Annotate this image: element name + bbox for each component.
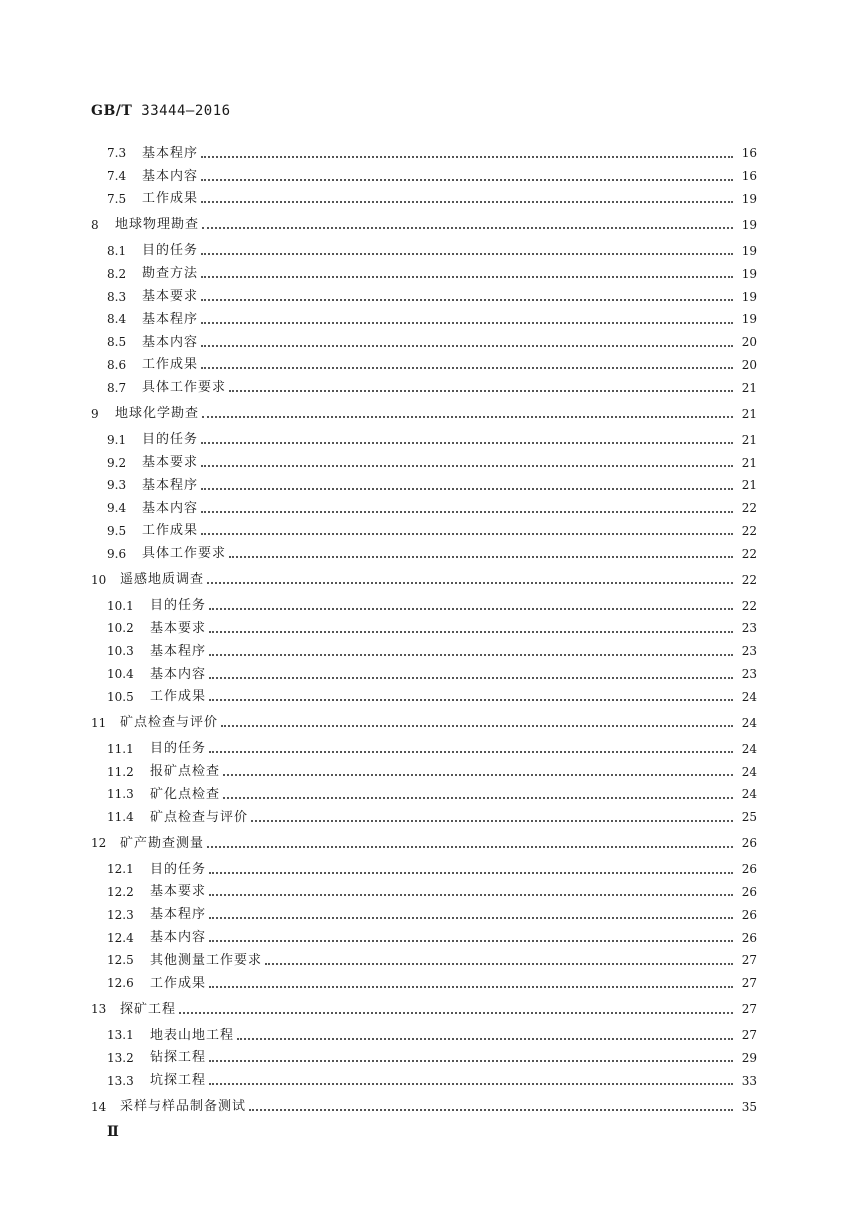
toc-entry-title-wrap — [142, 502, 737, 515]
toc-dot-leader — [201, 344, 733, 347]
toc-dot-leader — [209, 676, 733, 679]
toc-entry-number: 11 — [91, 715, 107, 730]
toc-section-entry[interactable] — [0, 214, 860, 237]
toc-entry-title: 基本要求 — [150, 884, 207, 900]
toc-dot-leader — [201, 510, 733, 513]
toc-entry-page: 16 — [741, 169, 757, 184]
toc-dot-leader — [251, 819, 733, 822]
toc-section-entry[interactable] — [0, 402, 860, 425]
toc-section-entry[interactable] — [0, 832, 860, 855]
toc-subsection-entry[interactable] — [0, 188, 860, 211]
toc-entry-title-wrap — [150, 954, 737, 967]
toc-dot-leader — [249, 1108, 733, 1111]
toc-entry-title: 其他测量工作要求 — [150, 952, 263, 968]
toc-entry-number: 9.6 — [107, 546, 127, 561]
toc-entry-number: 7.4 — [107, 169, 127, 184]
toc-entry-title-wrap — [142, 358, 737, 371]
toc-entry-number: 12.5 — [107, 953, 134, 968]
toc-subsection-entry[interactable] — [0, 972, 860, 995]
toc-entry-number: 10.4 — [107, 667, 134, 682]
toc-dot-leader — [209, 653, 733, 656]
toc-entry-number: 8.2 — [107, 266, 127, 281]
toc-entry-title-wrap — [150, 931, 737, 944]
toc-entry-number: 13.3 — [107, 1073, 134, 1088]
toc-subsection-entry[interactable] — [0, 331, 860, 354]
toc-subsection-entry[interactable] — [0, 451, 860, 474]
toc-entry-title-wrap — [150, 765, 737, 778]
toc-entry-number: 7.5 — [107, 191, 127, 206]
toc-subsection-entry[interactable] — [0, 474, 860, 497]
toc-subsection-entry[interactable] — [0, 1047, 860, 1070]
toc-subsection-entry[interactable] — [0, 1024, 860, 1047]
toc-dot-leader — [201, 321, 733, 324]
toc-entry-title: 矿点检查与评价 — [120, 715, 219, 731]
toc-entry-page: 19 — [741, 312, 757, 327]
toc-dot-leader — [201, 200, 733, 203]
toc-entry-title-wrap — [115, 218, 737, 231]
toc-entry-number: 10.2 — [107, 621, 134, 636]
toc-dot-leader — [229, 389, 733, 392]
toc-entry-title: 具体工作要求 — [142, 380, 227, 396]
toc-dot-leader — [201, 441, 733, 444]
toc-entry-title: 目的任务 — [150, 741, 207, 757]
toc-entry-page: 19 — [741, 243, 757, 258]
toc-entry-title-wrap — [142, 192, 737, 205]
toc-entry-title-wrap — [150, 863, 737, 876]
toc-entry-title: 报矿点检查 — [150, 764, 221, 780]
toc-entry-number: 11.3 — [107, 787, 134, 802]
toc-subsection-entry[interactable] — [0, 376, 860, 399]
toc-subsection-entry[interactable] — [0, 165, 860, 188]
toc-entry-number: 10.5 — [107, 689, 134, 704]
toc-entry-number: 9.3 — [107, 478, 127, 493]
toc-dot-leader — [237, 1037, 733, 1040]
toc-entry-page: 24 — [741, 787, 757, 802]
toc-subsection-entry[interactable] — [0, 881, 860, 904]
toc-entry-page: 26 — [741, 836, 757, 851]
toc-entry-number: 12.6 — [107, 976, 134, 991]
toc-entry-number: 9.5 — [107, 523, 127, 538]
toc-dot-leader — [201, 464, 733, 467]
toc-entry-number: 8 — [91, 217, 99, 232]
toc-entry-page: 22 — [741, 546, 757, 561]
toc-entry-title: 矿点检查与评价 — [150, 809, 249, 825]
toc-dot-leader — [209, 607, 733, 610]
toc-entry-title-wrap — [150, 622, 737, 635]
toc-dot-leader — [209, 893, 733, 896]
toc-section-entry[interactable] — [0, 998, 860, 1021]
toc-entry-title: 目的任务 — [142, 432, 199, 448]
toc-entry-page: 25 — [741, 810, 757, 825]
toc-entry-page: 26 — [741, 930, 757, 945]
toc-dot-leader — [201, 366, 733, 369]
toc-dot-leader — [209, 750, 733, 753]
toc-entry-title: 基本内容 — [150, 930, 207, 946]
toc-entry-title: 工作成果 — [142, 357, 199, 373]
toc-entry-title: 基本要求 — [142, 289, 199, 305]
toc-entry-title: 钻探工程 — [150, 1050, 207, 1066]
toc-subsection-entry[interactable] — [0, 354, 860, 377]
toc-entry-title-wrap — [150, 742, 737, 755]
toc-entry-title: 基本要求 — [150, 620, 207, 636]
toc-entry-title-wrap — [120, 1003, 737, 1016]
toc-subsection-entry[interactable] — [0, 1069, 860, 1092]
toc-entry-page: 21 — [741, 380, 757, 395]
toc-dot-leader — [209, 916, 733, 919]
toc-section-entry[interactable] — [0, 568, 860, 591]
standard-number: 33444—2016 — [141, 103, 231, 119]
toc-entry-page: 16 — [741, 146, 757, 161]
toc-entry-title: 地球化学勘查 — [115, 406, 200, 422]
toc-dot-leader — [201, 275, 733, 278]
toc-dot-leader — [201, 252, 733, 255]
toc-entry-title-wrap — [115, 407, 737, 420]
toc-entry-page: 23 — [741, 644, 757, 659]
toc-dot-leader — [201, 178, 733, 181]
toc-section-entry[interactable] — [0, 711, 860, 734]
toc-entry-title-wrap — [150, 788, 737, 801]
toc-subsection-entry[interactable] — [0, 308, 860, 331]
toc-subsection-entry[interactable] — [0, 428, 860, 451]
toc-entry-page: 26 — [741, 862, 757, 877]
toc-entry-page: 27 — [741, 1002, 757, 1017]
toc-entry-title-wrap — [120, 1100, 737, 1113]
toc-entry-title-wrap — [142, 244, 737, 257]
toc-entry-number: 10 — [91, 572, 107, 587]
toc-entry-title: 遥感地质调查 — [120, 572, 205, 588]
toc-entry-title-wrap — [142, 479, 737, 492]
toc-entry-title: 采样与样品制备测试 — [120, 1099, 247, 1115]
toc-entry-number: 11.4 — [107, 810, 134, 825]
toc-entry-page: 21 — [741, 432, 757, 447]
toc-dot-leader — [209, 871, 733, 874]
toc-entry-title-wrap — [150, 1074, 737, 1087]
toc-subsection-entry[interactable] — [0, 685, 860, 708]
toc-subsection-entry[interactable] — [0, 142, 860, 165]
toc-dot-leader — [209, 630, 733, 633]
toc-entry-page: 22 — [741, 598, 757, 613]
toc-entry-number: 12.2 — [107, 884, 134, 899]
toc-entry-title: 勘查方法 — [142, 266, 199, 282]
toc-subsection-entry[interactable] — [0, 858, 860, 881]
toc-entry-title: 基本内容 — [142, 500, 199, 516]
toc-dot-leader — [265, 962, 733, 965]
toc-entry-page: 24 — [741, 741, 757, 756]
toc-entry-title: 基本程序 — [142, 311, 199, 327]
toc-entry-title-wrap — [142, 267, 737, 280]
toc-entry-page: 22 — [741, 523, 757, 538]
toc-entry-title: 坑探工程 — [150, 1073, 207, 1089]
toc-entry-page: 29 — [741, 1050, 757, 1065]
toc-entry-number: 8.7 — [107, 380, 127, 395]
standard-code: GB/T — [91, 103, 133, 119]
toc-entry-title-wrap — [150, 668, 737, 681]
toc-dot-leader — [179, 1011, 733, 1014]
toc-entry-title-wrap — [142, 524, 737, 537]
toc-dot-leader — [209, 985, 733, 988]
document-header — [91, 103, 231, 119]
toc-entry-page: 21 — [741, 406, 757, 421]
toc-dot-leader — [209, 698, 733, 701]
toc-entry-title: 目的任务 — [150, 861, 207, 877]
toc-dot-leader — [201, 487, 733, 490]
toc-entry-number: 12.1 — [107, 862, 134, 877]
toc-entry-title-wrap — [150, 690, 737, 703]
toc-subsection-entry[interactable] — [0, 542, 860, 565]
toc-subsection-entry[interactable] — [0, 903, 860, 926]
toc-entry-title-wrap — [150, 1029, 737, 1042]
toc-entry-title-wrap — [142, 381, 737, 394]
toc-entry-title: 基本内容 — [142, 168, 199, 184]
toc-dot-leader — [209, 939, 733, 942]
toc-entry-number: 10.1 — [107, 598, 134, 613]
toc-entry-title: 工作成果 — [150, 689, 207, 705]
toc-entry-page: 19 — [741, 217, 757, 232]
toc-entry-title-wrap — [150, 645, 737, 658]
toc-dot-leader — [207, 581, 733, 584]
toc-entry-page: 26 — [741, 907, 757, 922]
toc-entry-number: 10.3 — [107, 644, 134, 659]
toc-dot-leader — [207, 845, 733, 848]
toc-subsection-entry[interactable] — [0, 760, 860, 783]
toc-entry-title-wrap — [120, 573, 737, 586]
toc-section-entry[interactable] — [0, 1095, 860, 1118]
toc-entry-number: 8.3 — [107, 289, 127, 304]
toc-dot-leader — [202, 226, 733, 229]
toc-entry-title-wrap — [142, 313, 737, 326]
toc-subsection-entry[interactable] — [0, 926, 860, 949]
toc-entry-title-wrap — [142, 147, 737, 160]
toc-subsection-entry[interactable] — [0, 663, 860, 686]
toc-entry-title-wrap — [142, 456, 737, 469]
toc-subsection-entry[interactable] — [0, 617, 860, 640]
toc-subsection-entry[interactable] — [0, 594, 860, 617]
toc-entry-page: 27 — [741, 976, 757, 991]
toc-entry-number: 8.1 — [107, 243, 127, 258]
toc-entry-number: 13 — [91, 1002, 107, 1017]
toc-dot-leader — [223, 773, 733, 776]
toc-dot-leader — [202, 415, 733, 418]
toc-entry-title: 地表山地工程 — [150, 1027, 235, 1043]
toc-entry-number: 12 — [91, 836, 107, 851]
toc-dot-leader — [201, 532, 733, 535]
toc-entry-number: 14 — [91, 1099, 107, 1114]
toc-entry-number: 13.1 — [107, 1028, 134, 1043]
toc-entry-number: 9.4 — [107, 501, 127, 516]
toc-entry-number: 9.1 — [107, 432, 127, 447]
toc-dot-leader — [209, 1082, 733, 1085]
toc-entry-number: 8.5 — [107, 335, 127, 350]
toc-entry-page: 21 — [741, 455, 757, 470]
toc-entry-page: 24 — [741, 715, 757, 730]
toc-entry-title-wrap — [142, 290, 737, 303]
toc-dot-leader — [209, 1059, 733, 1062]
toc-entry-title: 基本程序 — [142, 477, 199, 493]
toc-entry-page: 24 — [741, 689, 757, 704]
toc-entry-page: 19 — [741, 191, 757, 206]
toc-entry-title: 工作成果 — [142, 191, 199, 207]
toc-entry-title-wrap — [142, 336, 737, 349]
toc-entry-title-wrap — [120, 837, 737, 850]
toc-entry-page: 21 — [741, 478, 757, 493]
toc-entry-title: 基本要求 — [142, 455, 199, 470]
toc-entry-page: 24 — [741, 764, 757, 779]
toc-subsection-entry[interactable] — [0, 520, 860, 543]
toc-entry-page: 26 — [741, 884, 757, 899]
toc-entry-page: 33 — [741, 1073, 757, 1088]
toc-entry-title: 基本程序 — [150, 643, 207, 659]
toc-entry-page: 27 — [741, 1028, 757, 1043]
toc-entry-number: 12.3 — [107, 907, 134, 922]
toc-entry-number: 8.4 — [107, 312, 127, 327]
toc-entry-title-wrap — [142, 547, 737, 560]
toc-entry-title: 工作成果 — [142, 523, 199, 539]
toc-entry-page: 22 — [741, 501, 757, 516]
toc-entry-number: 7.3 — [107, 146, 127, 161]
toc-dot-leader — [223, 796, 733, 799]
toc-entry-title-wrap — [150, 908, 737, 921]
toc-entry-title: 工作成果 — [150, 975, 207, 991]
toc-dot-leader — [229, 555, 733, 558]
toc-entry-title-wrap — [120, 716, 737, 729]
toc-entry-number: 9 — [91, 406, 99, 421]
toc-subsection-entry[interactable] — [0, 262, 860, 285]
toc-entry-title: 目的任务 — [142, 243, 199, 259]
table-of-contents — [0, 142, 860, 1121]
toc-entry-number: 12.4 — [107, 930, 134, 945]
toc-subsection-entry[interactable] — [0, 285, 860, 308]
toc-entry-title-wrap — [150, 977, 737, 990]
toc-subsection-entry[interactable] — [0, 240, 860, 263]
toc-entry-page: 23 — [741, 667, 757, 682]
toc-entry-number: 13.2 — [107, 1050, 134, 1065]
toc-entry-title-wrap — [142, 433, 737, 446]
toc-entry-title: 地球物理勘查 — [115, 217, 200, 233]
toc-entry-title: 矿产勘查测量 — [120, 835, 205, 851]
toc-subsection-entry[interactable] — [0, 640, 860, 663]
toc-entry-title-wrap — [142, 170, 737, 183]
toc-entry-title: 矿化点检查 — [150, 786, 221, 802]
toc-dot-leader — [201, 298, 733, 301]
toc-entry-title: 基本内容 — [142, 334, 199, 350]
toc-entry-page: 35 — [741, 1099, 757, 1114]
toc-subsection-entry[interactable] — [0, 806, 860, 829]
toc-entry-page: 20 — [741, 357, 757, 372]
toc-entry-title: 目的任务 — [150, 598, 207, 614]
toc-subsection-entry[interactable] — [0, 783, 860, 806]
toc-entry-title-wrap — [150, 1051, 737, 1064]
toc-entry-page: 20 — [741, 335, 757, 350]
toc-entry-title-wrap — [150, 885, 737, 898]
toc-entry-page: 19 — [741, 266, 757, 281]
toc-entry-title: 探矿工程 — [120, 1001, 177, 1017]
toc-entry-page: 22 — [741, 572, 757, 587]
toc-entry-title: 具体工作要求 — [142, 546, 227, 562]
toc-subsection-entry[interactable] — [0, 497, 860, 520]
toc-entry-page: 23 — [741, 621, 757, 636]
toc-entry-title-wrap — [150, 599, 737, 612]
toc-entry-title-wrap — [150, 811, 737, 824]
toc-subsection-entry[interactable] — [0, 737, 860, 760]
toc-dot-leader — [201, 155, 733, 158]
toc-entry-title: 基本程序 — [150, 907, 207, 923]
toc-dot-leader — [221, 724, 733, 727]
toc-entry-page: 19 — [741, 289, 757, 304]
toc-entry-title: 基本内容 — [150, 666, 207, 682]
toc-entry-page: 27 — [741, 953, 757, 968]
toc-subsection-entry[interactable] — [0, 949, 860, 972]
toc-entry-number: 11.2 — [107, 764, 134, 779]
toc-entry-number: 9.2 — [107, 455, 127, 470]
toc-entry-number: 11.1 — [107, 741, 134, 756]
page-number: Ⅱ — [107, 1124, 119, 1140]
toc-entry-number: 8.6 — [107, 357, 127, 372]
toc-entry-title: 基本程序 — [142, 145, 199, 161]
